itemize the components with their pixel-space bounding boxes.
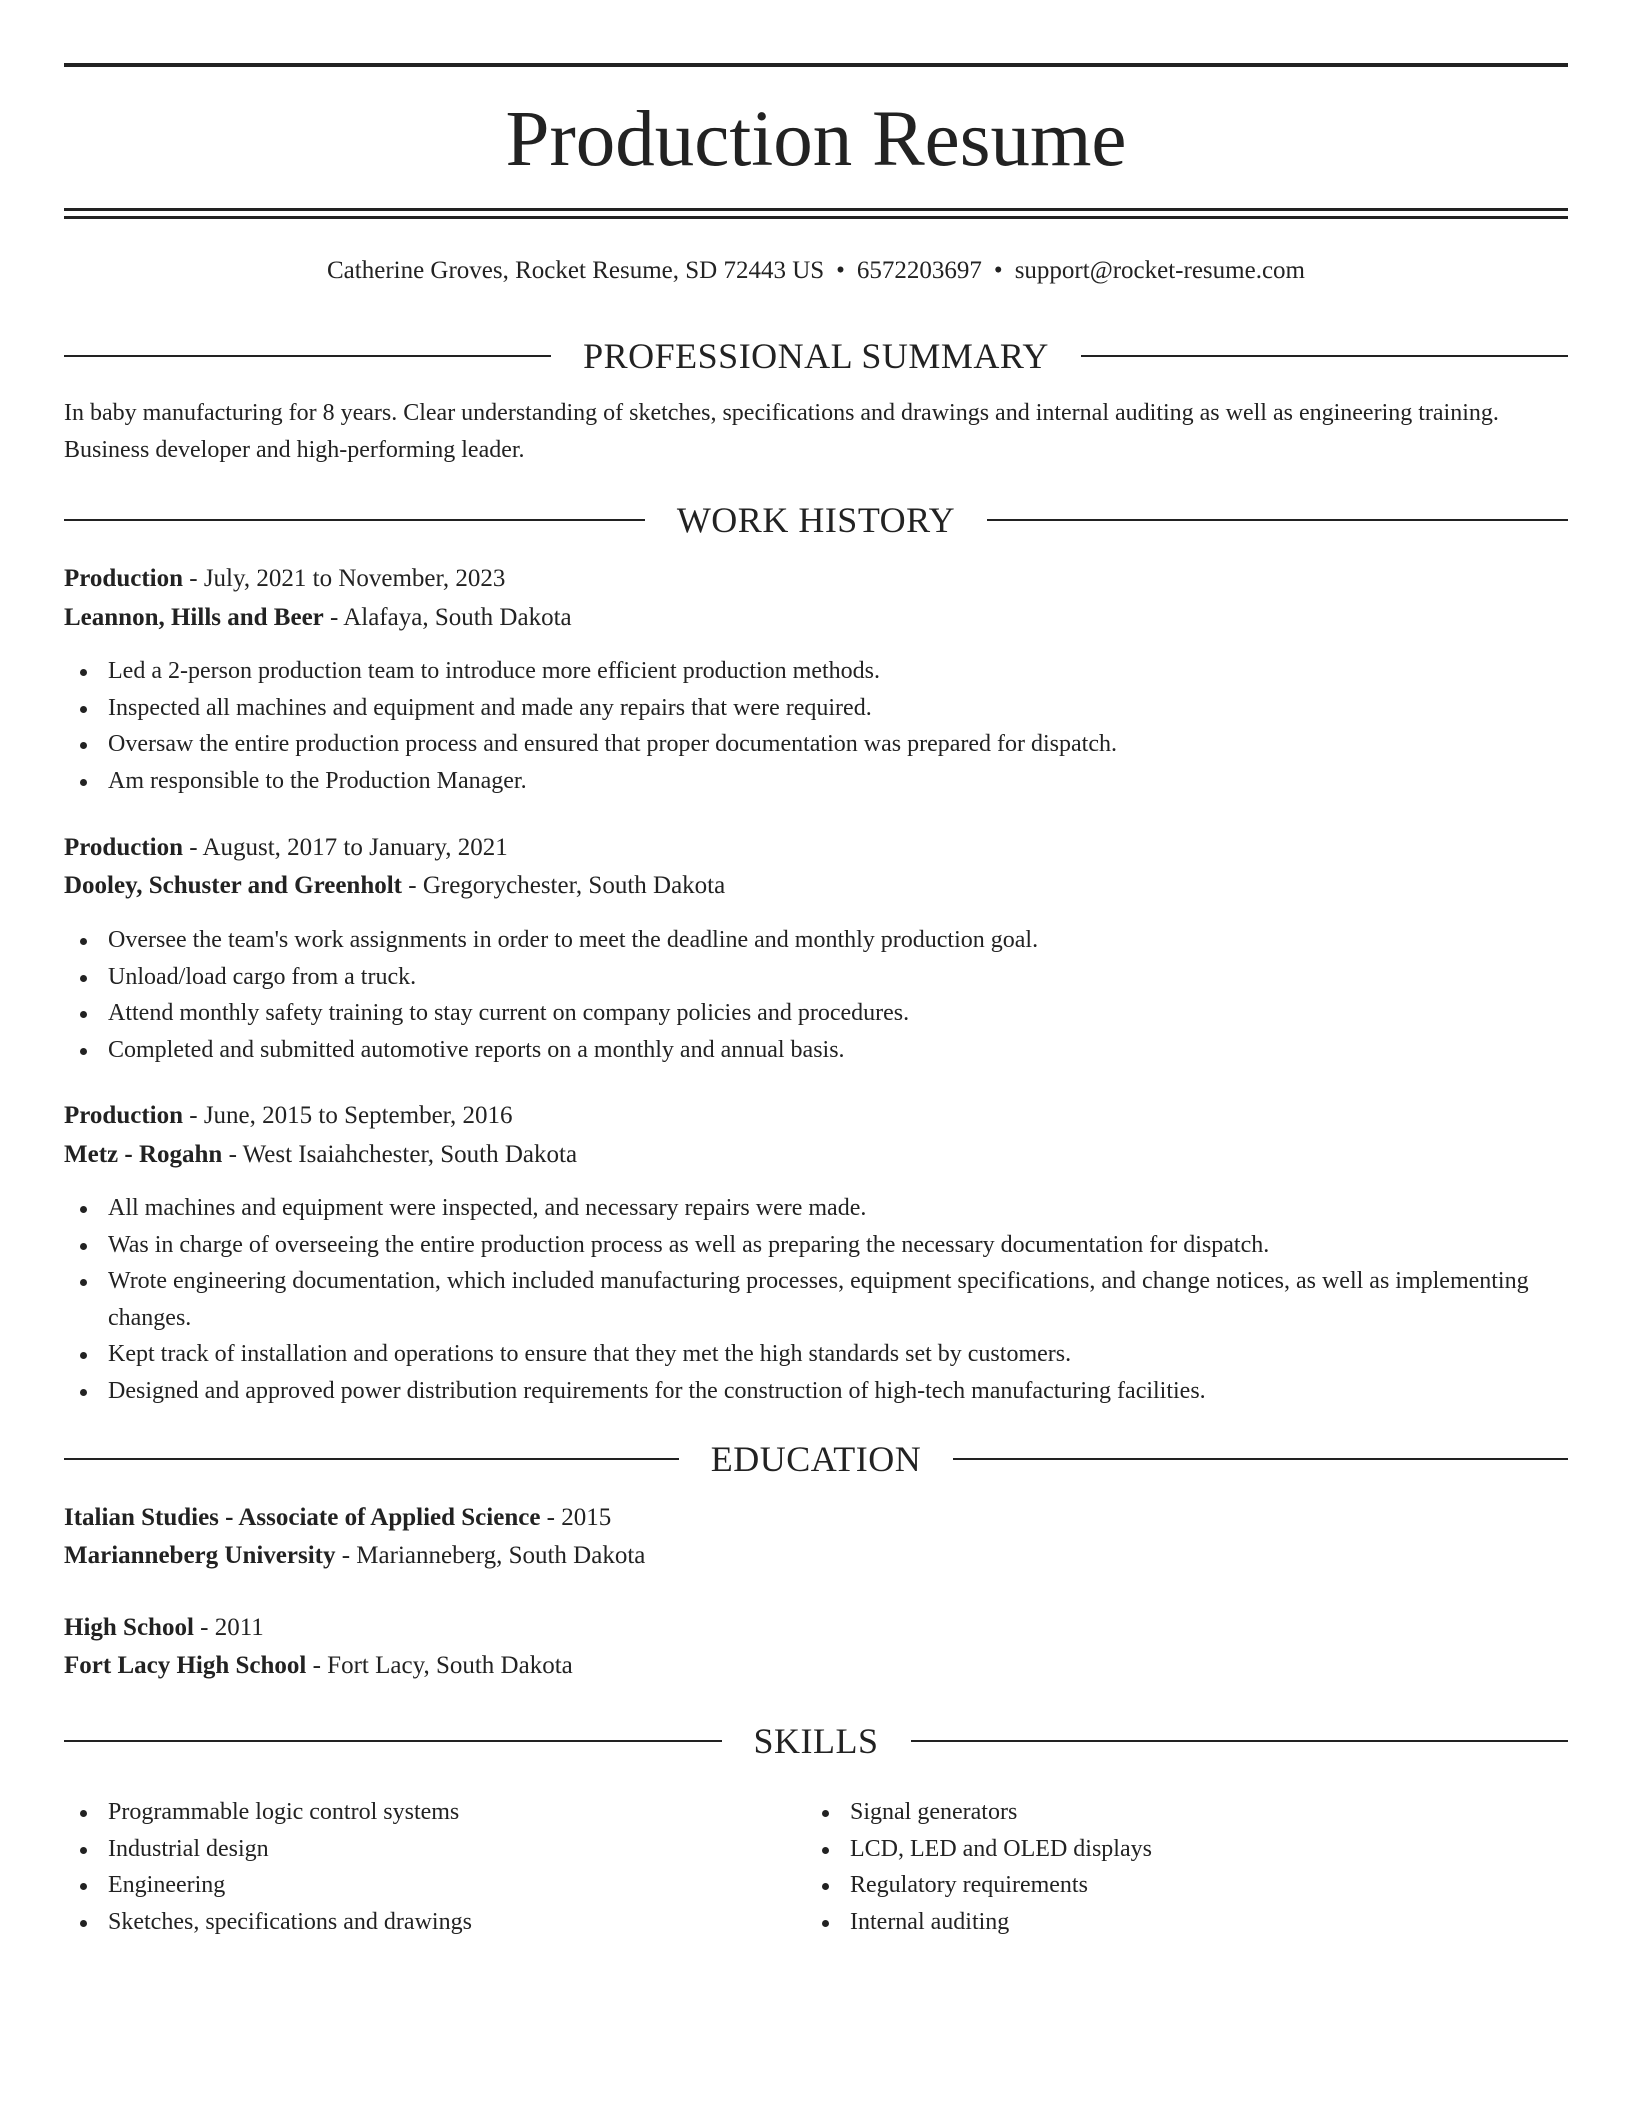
top-rule <box>64 63 1568 67</box>
title-double-rule-upper <box>64 208 1568 211</box>
skills-heading-label: SKILLS <box>753 1721 879 1761</box>
education-location: - Marianneberg, South Dakota <box>335 1542 646 1569</box>
job-bullet-list <box>64 922 1568 1068</box>
work-history-heading <box>64 498 1568 542</box>
education-degree: Italian Studies - Associate of Applied Science <box>64 1504 541 1531</box>
job-title: Production <box>64 1102 183 1129</box>
education-school: Fort Lacy High School <box>64 1652 307 1679</box>
job-company-line <box>64 867 1568 905</box>
list-item: Led a 2-person production team to introduce more efficient production methods. <box>64 653 1568 690</box>
skill-item: Industrial design <box>64 1831 1568 1868</box>
skills-list-right <box>806 1794 1632 1940</box>
job-dates: - June, 2015 to September, 2016 <box>183 1102 513 1129</box>
education-heading-label: EDUCATION <box>710 1439 922 1479</box>
job-company: Leannon, Hills and Beer <box>64 604 324 631</box>
job-location: - Alafaya, South Dakota <box>323 604 572 631</box>
contact-email[interactable]: support@rocket-resume.com <box>1014 257 1305 284</box>
job-title-line <box>64 829 1568 867</box>
heading-rule-left <box>64 519 645 521</box>
education-heading <box>64 1437 1568 1481</box>
skill-item: LCD, LED and OLED displays <box>806 1831 1632 1868</box>
skills-heading <box>64 1719 1568 1763</box>
education-degree-line <box>64 1499 1568 1537</box>
job-bullet-list <box>64 1190 1568 1409</box>
education-school-line <box>64 1647 1568 1685</box>
skill-item: Engineering <box>64 1867 1568 1904</box>
contact-separator: • <box>993 257 1003 284</box>
heading-rule-right <box>987 519 1568 521</box>
job-title: Production <box>64 834 183 861</box>
job-title-line <box>64 1097 1568 1135</box>
list-item: Inspected all machines and equipment and made any repairs that were required. <box>64 690 1568 727</box>
contact-phone: 6572203697 <box>856 257 982 284</box>
page-title: Production Resume <box>505 96 1127 183</box>
job-title: Production <box>64 565 183 592</box>
list-item: Wrote engineering documentation, which included manufacturing processes, equipment specifications, and change notices, as well as implementing changes. <box>64 1263 1568 1336</box>
title-double-rule-lower <box>64 216 1568 219</box>
list-item: Unload/load cargo from a truck. <box>64 959 1568 996</box>
job-company-line <box>64 1136 1568 1174</box>
list-item: Kept track of installation and operations to ensure that they met the high standards set by customers. <box>64 1336 1568 1373</box>
heading-rule-right <box>911 1740 1569 1742</box>
job-company: Metz - Rogahn <box>64 1141 223 1168</box>
job-title-line <box>64 560 1568 598</box>
skill-item: Sketches, specifications and drawings <box>64 1904 1568 1941</box>
heading-rule-left <box>64 1458 679 1460</box>
job-company: Dooley, Schuster and Greenholt <box>64 872 402 899</box>
list-item: All machines and equipment were inspected, and necessary repairs were made. <box>64 1190 1568 1227</box>
job-location: - Gregorychester, South Dakota <box>402 872 726 899</box>
education-year: - 2015 <box>540 1504 612 1531</box>
contact-line <box>64 254 1568 288</box>
contact-address: Catherine Groves, Rocket Resume, SD 72443 US <box>327 257 825 284</box>
list-item: Designed and approved power distribution requirements for the construction of high-tech manufacturing facilities. <box>64 1373 1568 1410</box>
skill-item: Signal generators <box>806 1794 1632 1831</box>
education-school: Marianneberg University <box>64 1542 336 1569</box>
education-year: - 2011 <box>193 1614 264 1641</box>
heading-rule-right <box>953 1458 1568 1460</box>
education-location: - Fort Lacy, South Dakota <box>306 1652 573 1679</box>
heading-rule-left <box>64 1740 722 1742</box>
list-item: Attend monthly safety training to stay current on company policies and procedures. <box>64 995 1568 1032</box>
summary-heading <box>64 334 1568 378</box>
list-item: Oversaw the entire production process and ensured that proper documentation was prepared for dispatch. <box>64 726 1568 763</box>
list-item: Oversee the team's work assignments in order to meet the deadline and monthly production goal. <box>64 922 1568 959</box>
list-item: Am responsible to the Production Manager. <box>64 763 1568 800</box>
job-bullet-list <box>64 653 1568 799</box>
skill-item: Regulatory requirements <box>806 1867 1632 1904</box>
summary-heading-label: PROFESSIONAL SUMMARY <box>583 336 1049 376</box>
skill-item: Programmable logic control systems <box>64 1794 1568 1831</box>
job-dates: - July, 2021 to November, 2023 <box>183 565 506 592</box>
work-history-heading-label: WORK HISTORY <box>676 500 956 540</box>
summary-text: In baby manufacturing for 8 years. Clear understanding of sketches, specifications and drawings and internal auditing as well as engineering training. Business developer and high-performing leader. <box>64 400 1499 463</box>
heading-rule-right <box>1081 355 1568 357</box>
education-school-line <box>64 1537 1568 1575</box>
education-degree: High School <box>64 1614 194 1641</box>
contact-separator: • <box>836 257 845 284</box>
job-company-line <box>64 599 1568 637</box>
job-dates: - August, 2017 to January, 2021 <box>183 834 508 861</box>
education-degree-line <box>64 1609 1568 1647</box>
list-item: Was in charge of overseeing the entire production process as well as preparing the necessary documentation for dispatch. <box>64 1227 1568 1264</box>
skill-item: Internal auditing <box>806 1904 1632 1941</box>
list-item: Completed and submitted automotive reports on a monthly and annual basis. <box>64 1032 1568 1069</box>
job-location: - West Isaiahchester, South Dakota <box>222 1141 578 1168</box>
heading-rule-left <box>64 355 551 357</box>
